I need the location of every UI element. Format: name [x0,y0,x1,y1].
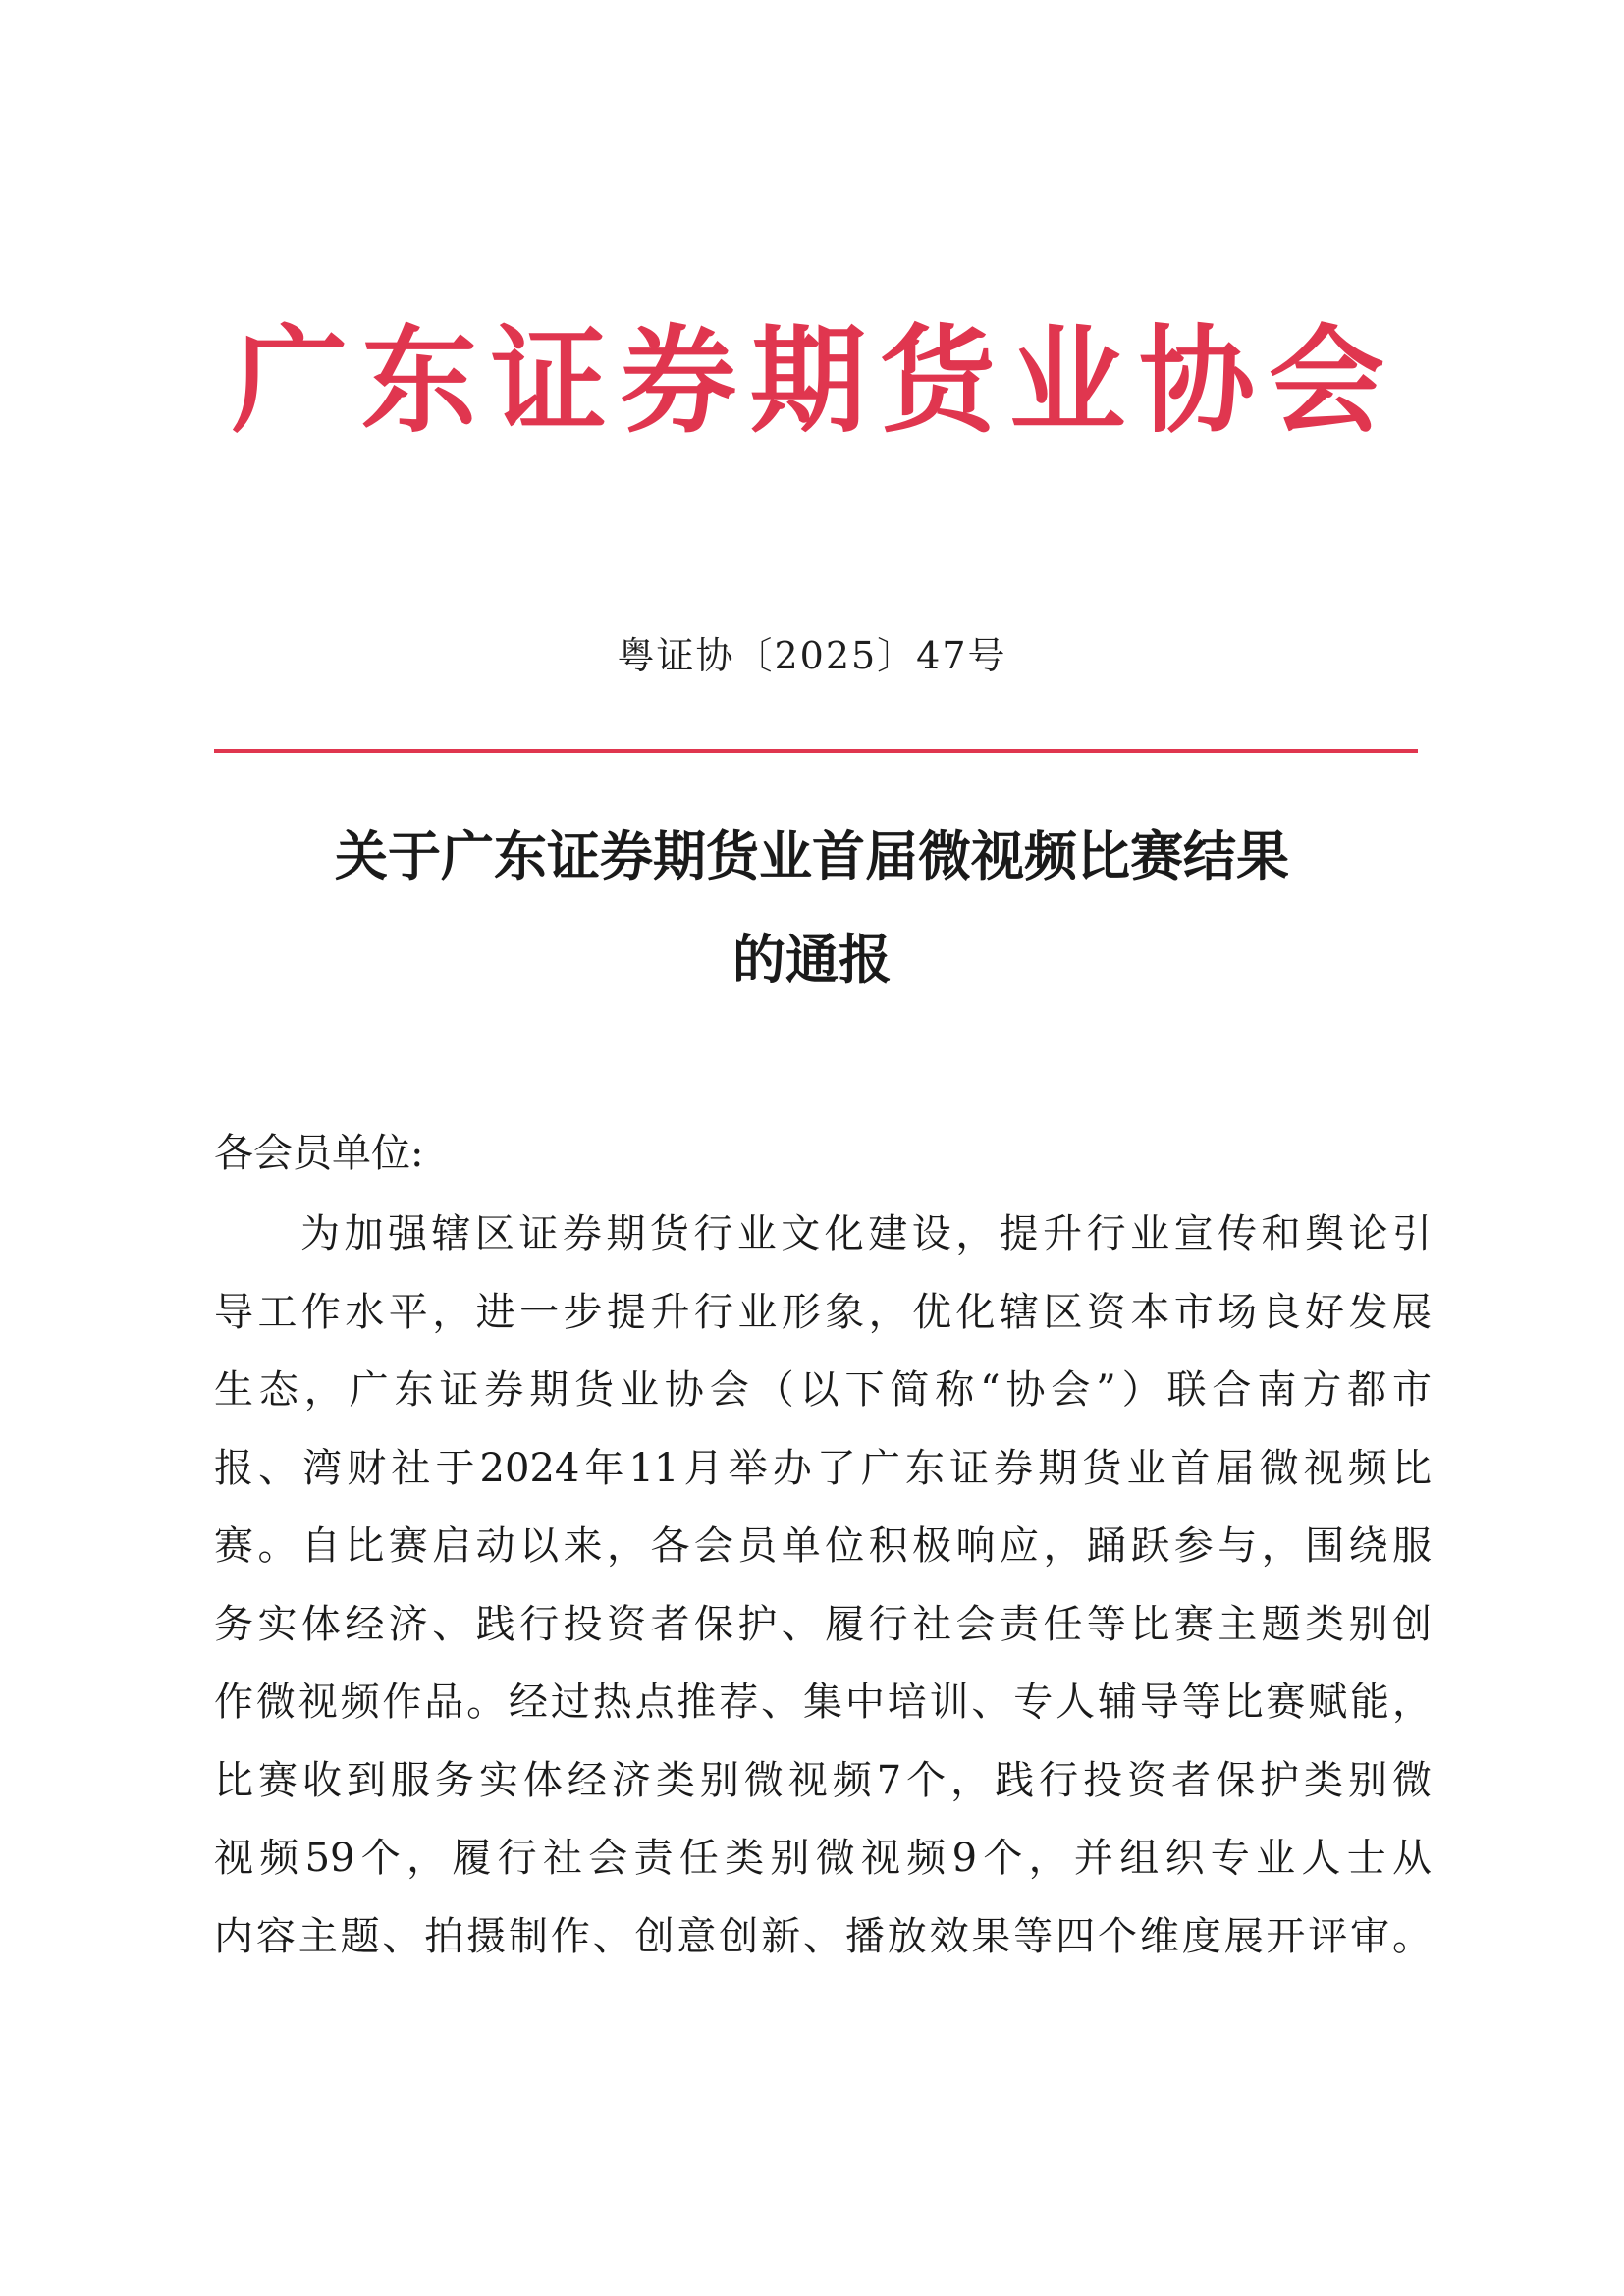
body-line: 比赛收到服务实体经济类别微视频7个，践行投资者保护类别微 [214,1757,1432,1803]
body-line: 务实体经济、践行投资者保护、履行社会责任等比赛主题类别创 [214,1601,1432,1647]
document-title-line-2: 的通报 [732,928,892,990]
organization-header: 广东证券期货业协会 [231,312,1398,449]
body-line: 视频59个，履行社会责任类别微视频9个，并组织专业人士从 [214,1836,1432,1881]
body-line: 生态，广东证券期货业协会（以下简称“协会”）联合南方都市 [214,1367,1432,1413]
body-line: 导工作水平，进一步提升行业形象，优化辖区资本市场良好发展 [214,1289,1432,1335]
header-divider [214,749,1418,753]
salutation: 各会员单位: [214,1131,424,1176]
body-line: 作微视频作品。经过热点推荐、集中培训、专人辅导等比赛赋能， [214,1680,1432,1725]
body-line: 为加强辖区证券期货行业文化建设，提升行业宣传和舆论引 [300,1211,1432,1256]
body-line: 内容主题、拍摄制作、创意创新、播放效果等四个维度展开评审。 [214,1913,1432,1959]
document-title-line-1: 关于广东证券期货业首届微视频比赛结果 [335,825,1289,887]
document-number: 粤证协〔2025〕47号 [617,634,1007,677]
body-paragraph [214,1196,1432,1976]
document-title [196,805,1428,1011]
body-line: 赛。自比赛启动以来，各会员单位积极响应，踊跃参与，围绕服 [214,1523,1432,1569]
body-line: 报、湾财社于2024年11月举办了广东证券期货业首届微视频比 [214,1445,1432,1491]
